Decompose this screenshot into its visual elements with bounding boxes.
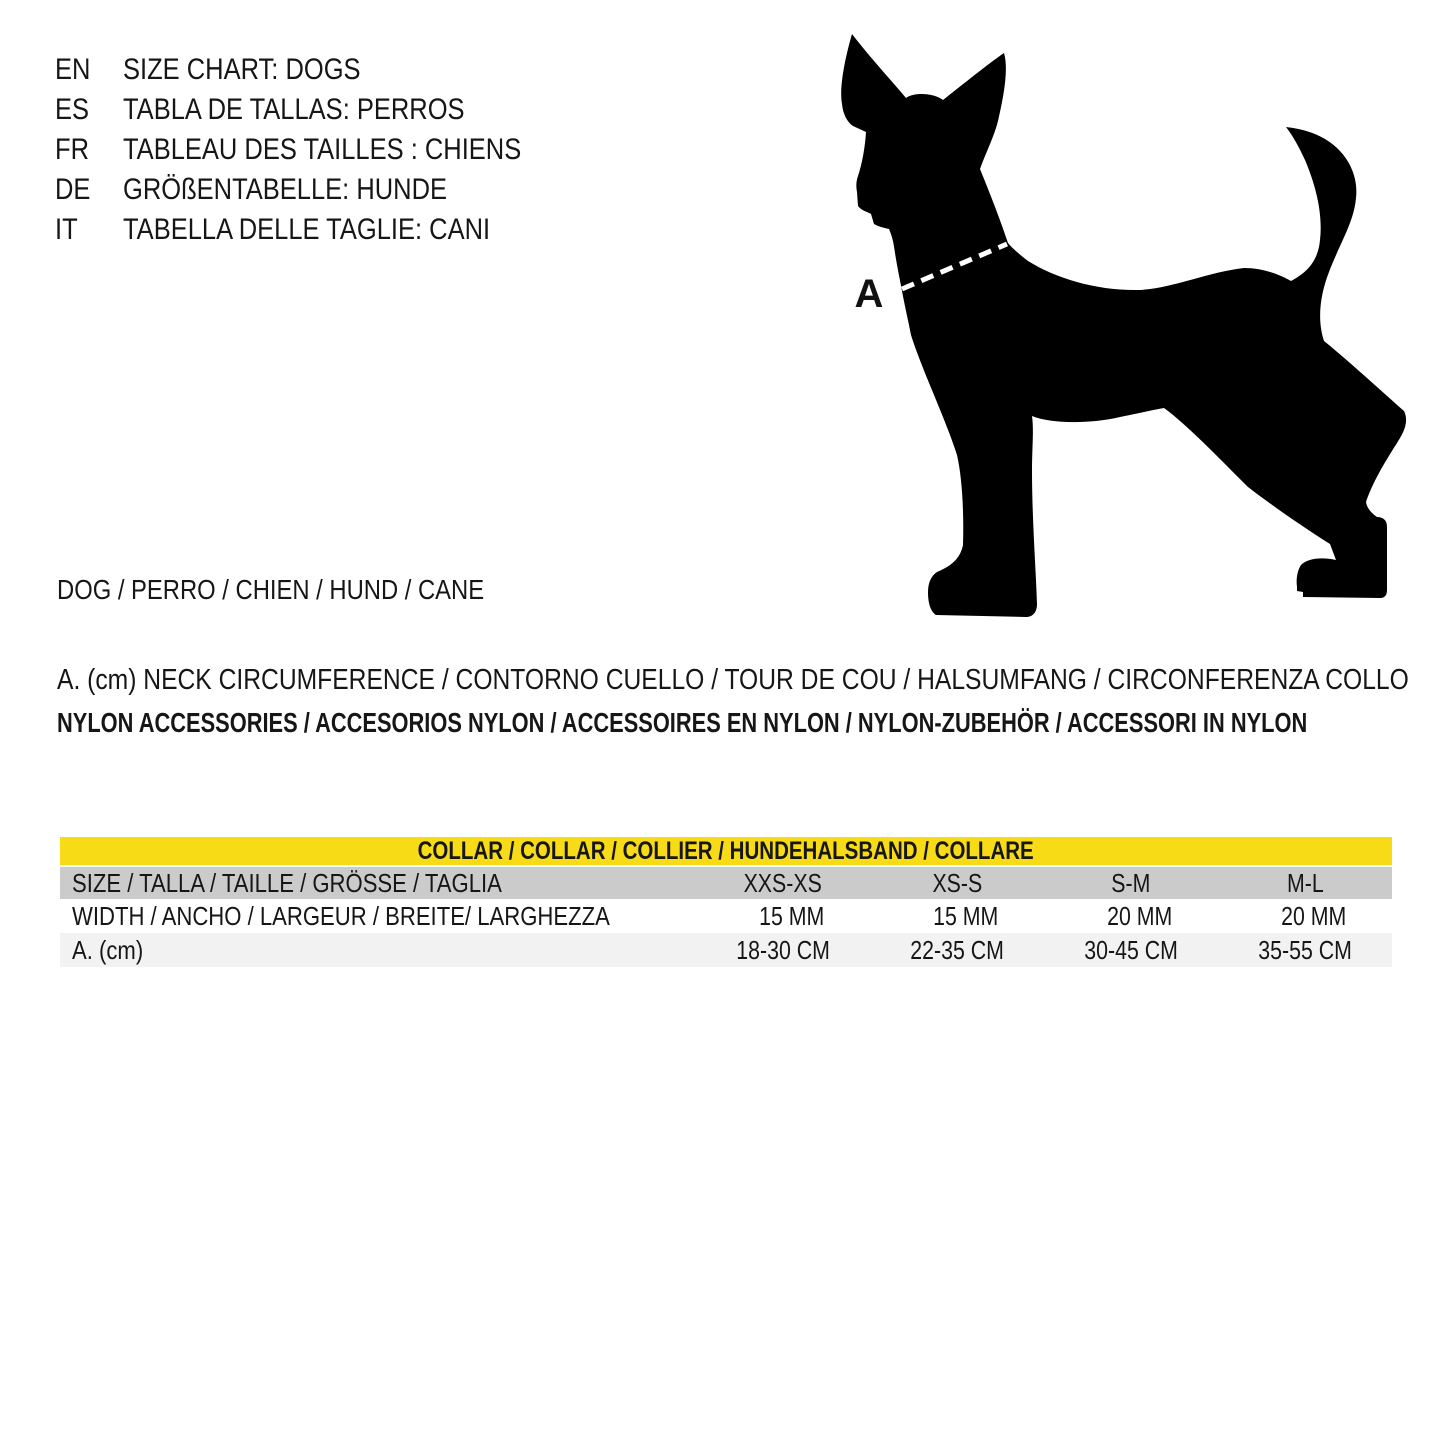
figure-caption <box>57 575 560 605</box>
measure-point-label: A <box>854 272 884 316</box>
language-code: ES <box>55 93 90 126</box>
figure-caption-text: DOG / PERRO / CHIEN / HUND / CANE <box>57 574 485 605</box>
measurement-key-text: A. (cm) NECK CIRCUMFERENCE / CONTORNO CUELLO / TOUR DE COU / HALSUMFANG / CIRCONFERENZA COLLO <box>57 664 1409 696</box>
width-value: 15 MM <box>759 900 825 931</box>
language-code: FR <box>55 133 89 166</box>
row-label: A. (cm) <box>72 934 144 965</box>
language-code: DE <box>55 173 91 206</box>
chart-title: SIZE CHART: DOGS <box>123 53 361 86</box>
chart-title: TABLEAU DES TAILLES : CHIENS <box>123 133 522 166</box>
table-title-text: COLLAR / COLLAR / COLLIER / HUNDEHALSBAND / COLLARE <box>417 836 1035 865</box>
size-value: XXS-XS <box>743 867 823 898</box>
row-label: SIZE / TALLA / TAILLE / GRÖSSE / TAGLIA <box>72 867 502 898</box>
table-row-width <box>60 899 1392 933</box>
row-label: WIDTH / ANCHO / LARGEUR / BREITE/ LARGHEZZA <box>72 900 610 931</box>
chart-title: TABLA DE TALLAS: PERROS <box>123 93 465 126</box>
neck-value: 35-55 CM <box>1258 934 1352 965</box>
chart-title: GRÖßENTABELLE: HUNDE <box>123 173 448 206</box>
size-value: S-M <box>1111 867 1151 898</box>
language-code: EN <box>55 53 91 86</box>
size-value: XS-S <box>932 867 982 898</box>
language-code: IT <box>55 213 78 246</box>
neck-value: 30-45 CM <box>1084 934 1178 965</box>
table-row-neck <box>60 933 1392 967</box>
material-note <box>57 706 1445 740</box>
width-value: 20 MM <box>1281 900 1347 931</box>
dog-silhouette-icon <box>830 20 1420 620</box>
table-row-size <box>60 867 1392 899</box>
measurement-key-note <box>57 664 1445 696</box>
material-note-text: NYLON ACCESSORIES / ACCESORIOS NYLON / ACCESSOIRES EN NYLON / NYLON-ZUBEHÖR / ACCESSORI IN NYLON <box>57 707 1308 738</box>
neck-value: 22-35 CM <box>910 934 1004 965</box>
size-value: M-L <box>1286 867 1324 898</box>
chart-title: TABELLA DELLE TAGLIE: CANI <box>123 213 491 246</box>
dog-figure <box>830 20 1420 620</box>
width-value: 20 MM <box>1107 900 1173 931</box>
table-header-collar <box>60 837 1392 865</box>
collar-size-table <box>60 837 1392 967</box>
neck-value: 18-30 CM <box>736 934 830 965</box>
width-value: 15 MM <box>933 900 999 931</box>
